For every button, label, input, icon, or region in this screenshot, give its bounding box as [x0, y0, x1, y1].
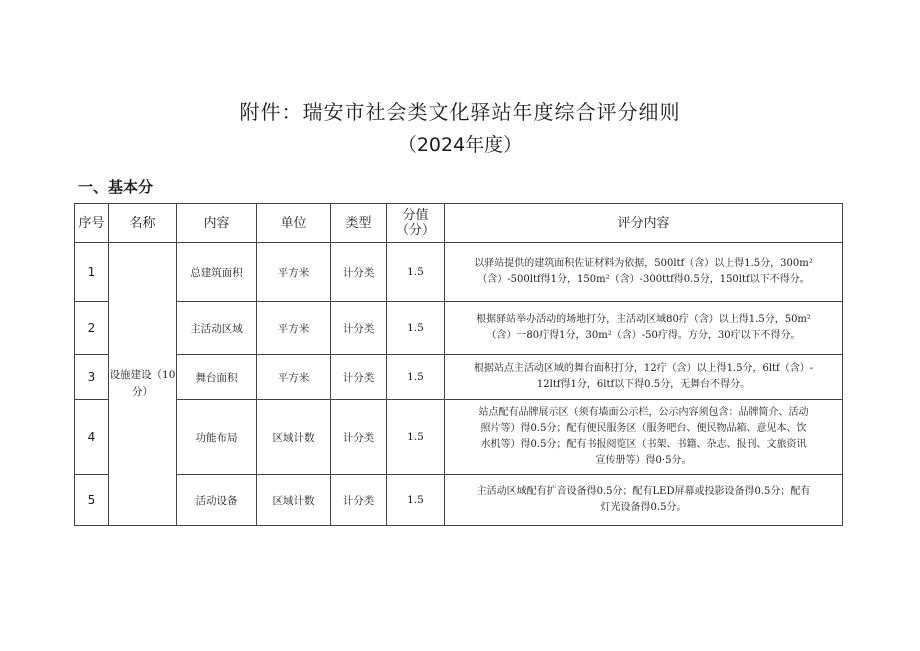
row-item: 总建筑面积 [177, 243, 257, 302]
table-row [75, 400, 843, 475]
table-row [75, 243, 843, 302]
row-no: 3 [75, 355, 109, 400]
row-type: 计分类 [331, 400, 387, 475]
criteria-line: 根据站点主活动区域的舞台面积打分，12疔（含）以上得1.5分，6ltf（含）- [473, 363, 814, 374]
row-type: 计分类 [331, 355, 387, 400]
row-item: 功能布局 [177, 400, 257, 475]
row-no: 5 [75, 475, 109, 526]
row-score: 1.5 [387, 475, 445, 526]
row-score: 1.5 [387, 400, 445, 475]
row-type: 计分类 [331, 302, 387, 355]
row-type: 计分类 [331, 243, 387, 302]
row-score: 1.5 [387, 243, 445, 302]
criteria-line: 根据驿站举办活动的场地打分，主活动区域80疔（含）以上得1.5分，50m² [476, 314, 811, 325]
header-criteria: 评分内容 [445, 204, 843, 243]
header-unit: 单位 [257, 204, 331, 243]
criteria-line: 主活动区域配有扩音设备得0.5分；配有LED屏幕或投影设备得0.5分；配有 [476, 486, 811, 497]
criteria-line: 水机等）得0.5分；配有书报阅览区（书架、书籍、杂志、报刊、文旅资讯 [480, 439, 807, 450]
criteria-line: 照片等）得0.5分；配有便民服务区（服务吧台、便民物品箱、意见本、饮 [480, 423, 807, 434]
table-row [75, 302, 843, 355]
criteria-line: （含）一80疔得1分，30m²（含）-50疔得。方分，30疔以下不得分。 [486, 330, 801, 341]
criteria-line: 12ltf得1分，6ltf以下得0.5分，无舞台不得分。 [536, 379, 751, 390]
criteria-line: 灯光设备得0.5分。 [600, 502, 687, 513]
row-unit: 平方米 [257, 243, 331, 302]
row-score: 1.5 [387, 302, 445, 355]
criteria-line: （含）-500ltf得1分，150m²（含）-300ttf得0.5分，150ltf以下不得分。 [477, 274, 810, 285]
row-unit: 平方米 [257, 355, 331, 400]
row-item: 主活动区域 [177, 302, 257, 355]
row-item: 舞台面积 [177, 355, 257, 400]
scoring-table [74, 203, 843, 526]
row-no: 2 [75, 302, 109, 355]
row-unit: 平方米 [257, 302, 331, 355]
row-type: 计分类 [331, 475, 387, 526]
row-criteria [445, 355, 843, 400]
row-no: 4 [75, 400, 109, 475]
row-criteria [445, 302, 843, 355]
row-criteria [445, 400, 843, 475]
criteria-line: 以驿站提供的建筑面积佐证材料为依据，500ltf（含）以上得1.5分，300m² [474, 258, 813, 269]
section-heading: 一、基本分 [78, 178, 154, 196]
document-subtitle: （2024年度） [397, 134, 523, 156]
row-no: 1 [75, 243, 109, 302]
row-criteria [445, 475, 843, 526]
table-header-row [75, 204, 843, 243]
criteria-line: 站点配有品牌展示区（须有墙面公示栏，公示内容须包含：品牌简介、活动 [478, 407, 809, 418]
row-score: 1.5 [387, 355, 445, 400]
document-title: 附件：瑞安市社会类文化驿站年度综合评分细则 [239, 100, 681, 124]
header-no: 序号 [75, 204, 109, 243]
table-row [75, 355, 843, 400]
header-type: 类型 [331, 204, 387, 243]
row-criteria [445, 243, 843, 302]
row-unit: 区域计数 [257, 400, 331, 475]
row-unit: 区域计数 [257, 475, 331, 526]
header-category: 名称 [109, 204, 177, 243]
category-cell: 设施建设（10分） [109, 243, 177, 526]
criteria-line: 宣传册等）得0·5分。 [595, 455, 692, 466]
table-row [75, 475, 843, 526]
row-item: 活动设备 [177, 475, 257, 526]
header-score: 分值（分） [387, 204, 445, 243]
header-item: 内容 [177, 204, 257, 243]
